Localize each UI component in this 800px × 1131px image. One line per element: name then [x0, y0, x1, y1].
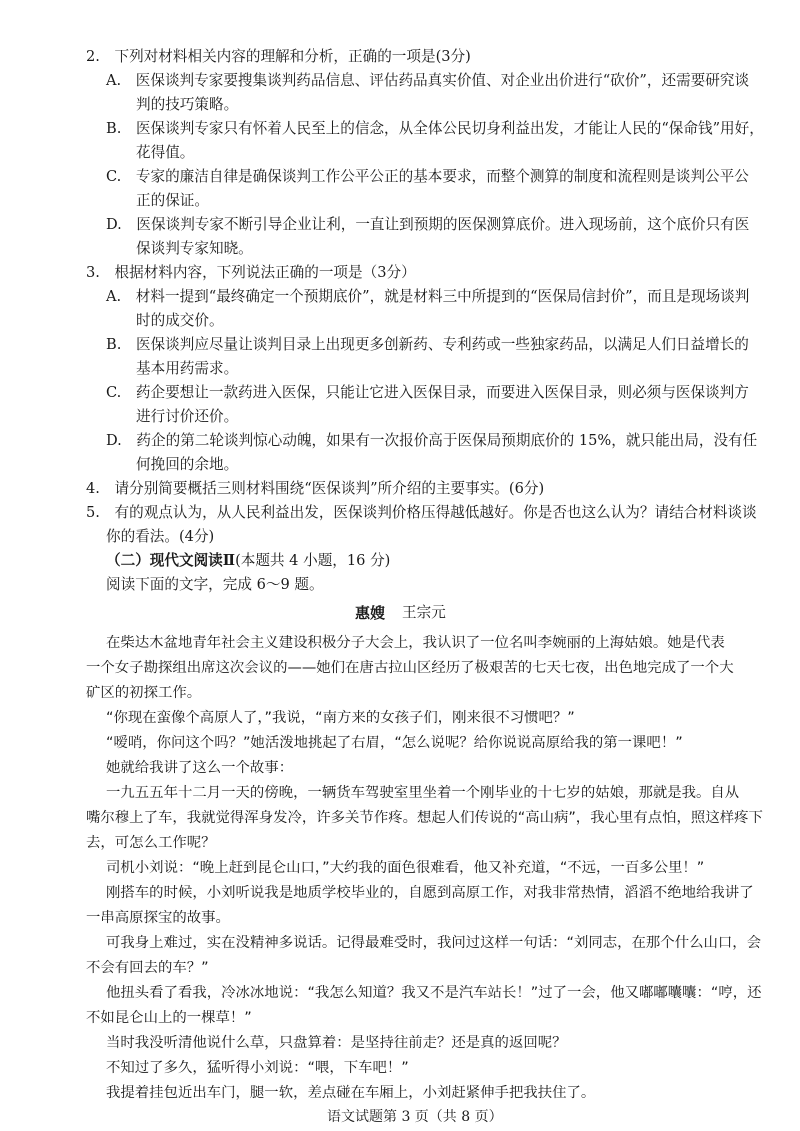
q3-option-a-line2: 时的成交价。 — [136, 312, 224, 329]
story-line: 当时我没听清他说什么草，只盘算着：是坚持往前走？还是真的返回呢？ — [106, 1035, 567, 1051]
q2-stem: 2. 下列对材料相关内容的理解和分析，正确的一项是(3分) — [86, 48, 471, 65]
q3-option-c-line1: C. 药企要想让一款药进入医保，只能让它进入医保目录，而要进入医保目录，则必须与医保谈判方 — [106, 384, 749, 401]
page-footer: 语文试题第 3 页（共 8 页） — [327, 1109, 503, 1125]
story-title: 惠嫂 — [355, 604, 386, 622]
q5-stem-line1: 5. 有的观点认为，从人民利益出发，医保谈判价格压得越低越好。你是否也这么认为？请结合材料谈谈 — [86, 504, 757, 521]
story-line: 可我身上难过，实在没精神多说话。记得最难受时，我问过这样一句话：“刘同志，在那个什么山口，会 — [106, 935, 762, 951]
q5-stem-line2: 你的看法。(4分) — [106, 528, 215, 545]
story-line: “你现在蛮像个高原人了，”我说，“南方来的女孩子们，刚来很不习惯吧？” — [106, 710, 575, 726]
q2-option-b-line2: 花得值。 — [136, 144, 195, 161]
q2-option-c-line1: C. 专家的廉洁自律是确保谈判工作公平公正的基本要求，而整个测算的制度和流程则是谈判公平公 — [106, 168, 749, 185]
section-heading — [106, 552, 390, 570]
q2-option-a-line1: A. 医保谈判专家要搜集谈判药品信息、评估药品真实价值、对企业出价进行“砍价”，还需要研究谈 — [106, 72, 750, 89]
q2-option-b-line1: B. 医保谈判专家只有怀着人民至上的信念，从全体公民切身利益出发，才能让人民的“保命钱”用好， — [106, 120, 764, 137]
story-line: 矿区的初探工作。 — [86, 685, 202, 701]
story-line: 他扭头看了看我，冷冰冰地说：“我怎么知道？我又不是汽车站长！”过了一会，他又嘟嘟囔囔：“哼，还 — [106, 985, 762, 1001]
section-instruction: 阅读下面的文字，完成 6～9 题。 — [106, 576, 324, 593]
q4-stem: 4. 请分别简要概括三则材料围绕“医保谈判”所介绍的主要事实。(6分) — [86, 480, 545, 497]
story-line: “嗳哨，你问这个吗？”她活泼地挑起了右眉，“怎么说呢？给你说说高原给我的第一课吧！” — [106, 735, 683, 751]
story-line: 不如昆仑山上的一棵草！” — [86, 1010, 252, 1026]
section-heading-label: （二）现代文阅读Ⅱ — [106, 552, 236, 569]
section-heading-note: (本题共 4 小题，16 分) — [235, 552, 391, 569]
q3-option-b-line1: B. 医保谈判应尽量让谈判目录上出现更多创新药、专利药或一些独家药品，以满足人们日益增长的 — [106, 336, 749, 353]
q2-option-d-line2: 保谈判专家知晓。 — [136, 240, 253, 257]
story-line: 刚搭车的时候，小刘听说我是地质学校毕业的，自愿到高原工作，对我非常热情，滔滔不绝地给我讲了 — [106, 885, 754, 901]
story-line: 去，可怎么工作呢？ — [86, 835, 216, 851]
story-line: 一串高原探宝的故事。 — [86, 910, 230, 926]
q3-option-d-line2: 何挽回的余地。 — [136, 456, 239, 473]
q3-stem: 3. 根据材料内容，下列说法正确的一项是（3分） — [86, 264, 416, 281]
story-line: 不知过了多久，猛听得小刘说：“喂，下车吧！” — [106, 1060, 409, 1076]
q3-option-b-line2: 基本用药需求。 — [136, 360, 239, 377]
story-line: 一个女子勘探组出席这次会议的——她们在唐古拉山区经历了极艰苦的七天七夜，出色地完成了一个大 — [86, 660, 734, 676]
story-author: 王宗元 — [402, 604, 446, 621]
q3-option-d-line1: D. 药企的第二轮谈判惊心动魄，如果有一次报价高于医保局预期底价的 15%，就只能出局，没有任 — [106, 432, 758, 449]
q3-option-c-line2: 进行讨价还价。 — [136, 408, 239, 425]
q2-option-a-line2: 判的技巧策略。 — [136, 96, 239, 113]
story-line: 我提着挂包近出车门，腿一软，差点碰在车厢上，小刘赶紧伸手把我扶住了。 — [106, 1085, 596, 1101]
story-line: 在柴达木盆地青年社会主义建设积极分子大会上，我认识了一位名叫李婉丽的上海姑娘。她是代表 — [106, 635, 725, 651]
story-line: 嘴尔穆上了车，我就觉得浑身发冷，许多关节作疼。想起人们传说的“高山病”，我心里有点怕，照这样疼下 — [86, 810, 763, 826]
story-line: 她就给我讲了这么一个故事： — [106, 760, 294, 776]
q2-option-c-line2: 正的保证。 — [136, 192, 209, 209]
story-line: 司机小刘说：“晚上赶到昆仑山口，”大约我的面色很难看，他又补充道，“不远，一百多公里！” — [106, 860, 705, 876]
story-line: 不会有回去的车？” — [86, 960, 209, 976]
q2-option-d-line1: D. 医保谈判专家不断引导企业让利，一直让到预期的医保测算底价。进入现场前，这个底价只有医 — [106, 216, 750, 233]
story-line: 一九五五年十二月一天的傍晚，一辆货车驾驶室里坐着一个刚毕业的十七岁的姑娘，那就是我。自从 — [106, 785, 740, 801]
q3-option-a-line1: A. 材料一提到“最终确定一个预期底价”，就是材料三中所提到的“医保局信封价”，而且是现场谈判 — [106, 288, 750, 305]
